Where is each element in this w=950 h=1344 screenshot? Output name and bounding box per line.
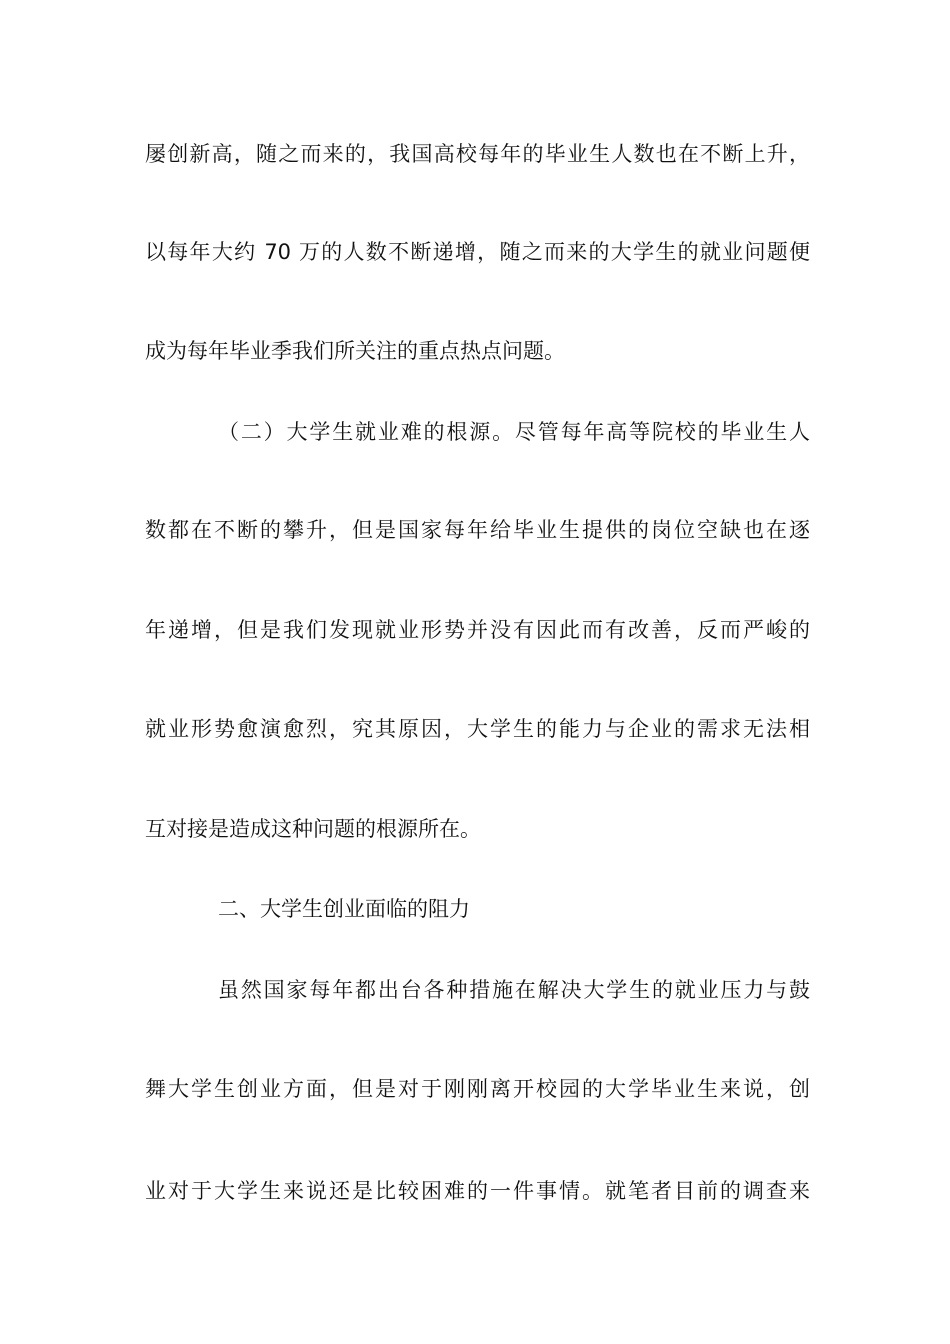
paragraph-line: 互对接是造成这种问题的根源所在。	[145, 817, 481, 841]
paragraph-line: 屡创新高，随之而来的，我国高校每年的毕业生人数也在不断上升，	[145, 142, 810, 166]
paragraph-line: （二）大学生就业难的根源。尽管每年高等院校的毕业生人	[218, 420, 810, 444]
section-heading: 二、大学生创业面临的阻力	[218, 897, 470, 921]
paragraph-line: 就业形势愈演愈烈，究其原因，大学生的能力与企业的需求无法相	[145, 717, 810, 741]
paragraph-line: 虽然国家每年都出台各种措施在解决大学生的就业压力与鼓	[218, 978, 810, 1002]
paragraph-line: 成为每年毕业季我们所关注的重点热点问题。	[145, 339, 565, 363]
paragraph-line: 舞大学生创业方面，但是对于刚刚离开校园的大学毕业生来说，创	[145, 1077, 810, 1101]
paragraph-line: 年递增，但是我们发现就业形势并没有因此而有改善，反而严峻的	[145, 618, 810, 642]
paragraph-line: 业对于大学生来说还是比较困难的一件事情。就笔者目前的调查来	[145, 1179, 810, 1203]
paragraph-line: 以每年大约 70 万的人数不断递增，随之而来的大学生的就业问题便	[145, 240, 810, 264]
paragraph-line: 数都在不断的攀升，但是国家每年给毕业生提供的岗位空缺也在逐	[145, 518, 810, 542]
